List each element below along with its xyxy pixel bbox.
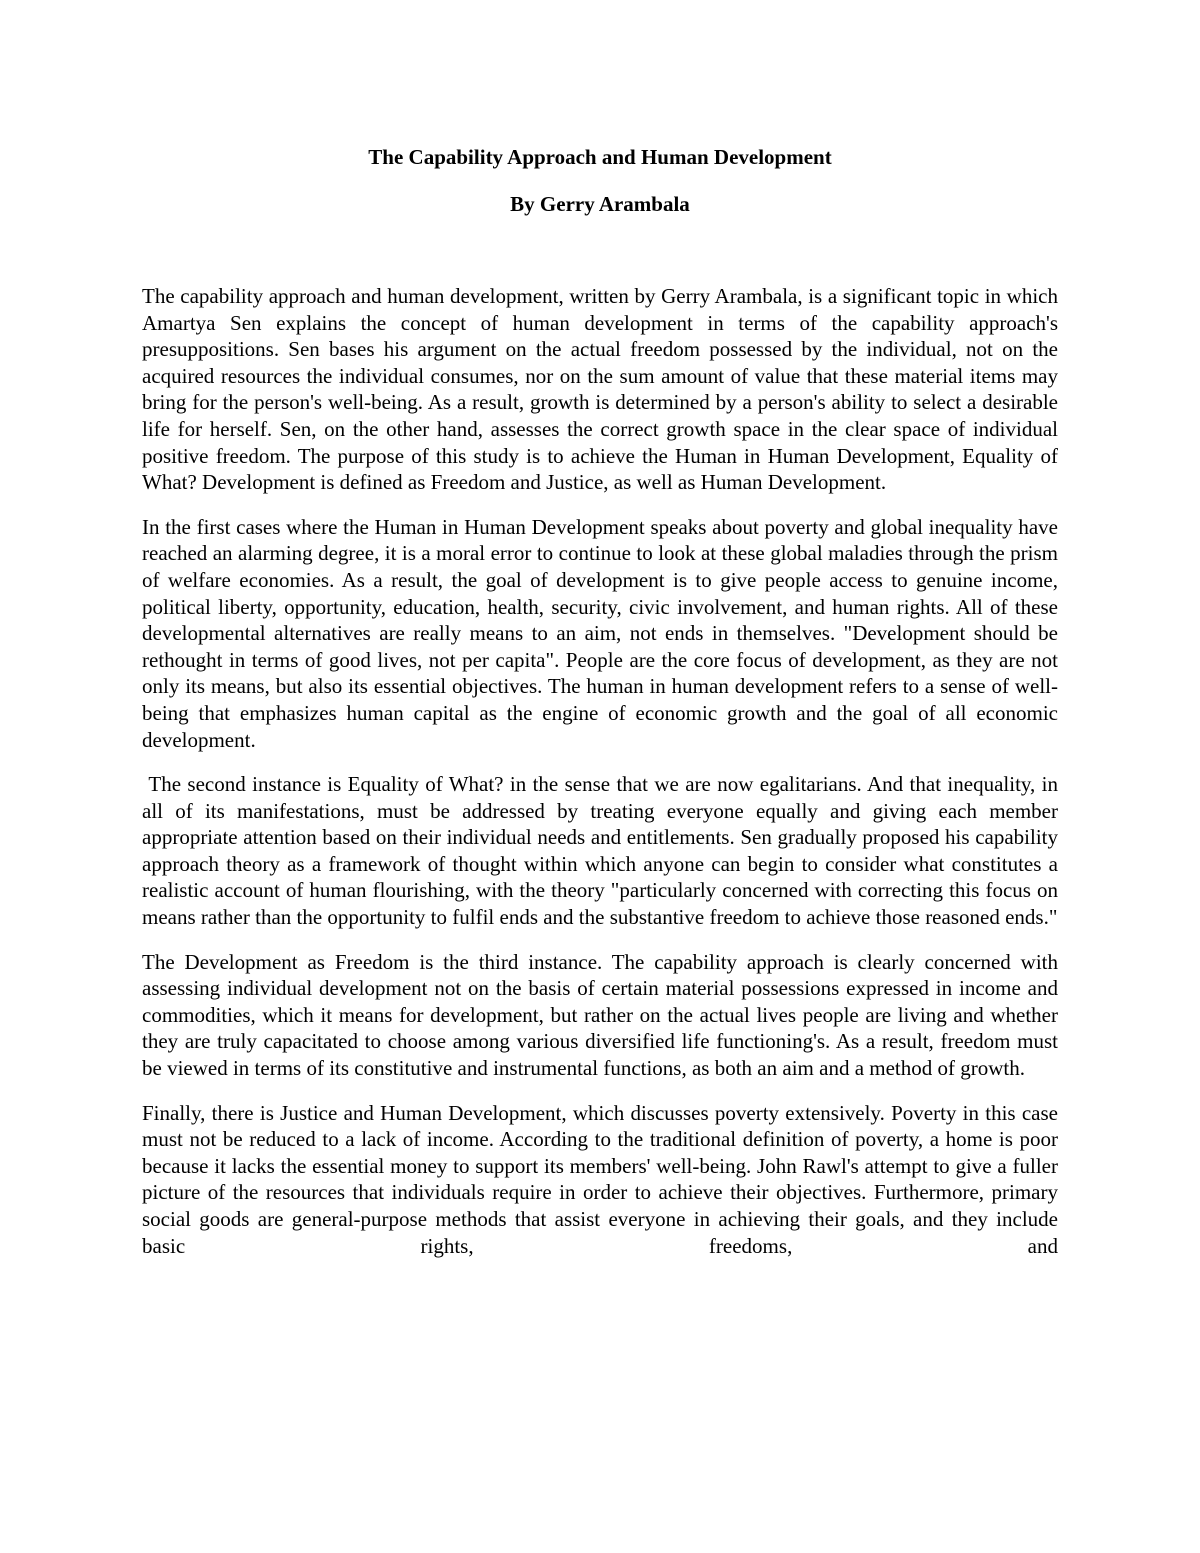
document-body <box>142 283 1064 1277</box>
author-line: By Gerry Arambala <box>510 192 690 216</box>
paragraph-development-as-freedom: The Development as Freedom is the third instance. The capability approach is clearly concerned with assessing individual development not on the basis of certain material possessions expressed in income and commodities, which it means for development, but rather on the actual lives people are living and whether they are truly capacitated to choose among various diversified life functioning's. As a result, freedom must be viewed in terms of its constitutive and instrumental functions, as both an aim and a method of growth. <box>142 949 1058 1081</box>
document-title: The Capability Approach and Human Development <box>368 145 832 169</box>
paragraph-equality-of-what: The second instance is Equality of What? in the sense that we are now egalitarians. And that inequality, in all of its manifestations, must be addressed by treating everyone equally and giving each member appropriate attention based on their individual needs and entitlements. Sen gradually proposed his capability approach theory as a framework of thought within which anyone can begin to consider what constitutes a realistic account of human flourishing, with the theory "particularly concerned with correcting this focus on means rather than the opportunity to fulfil ends and the substantive freedom to achieve those reasoned ends." <box>142 772 1064 930</box>
paragraph-justice-and-human-development: Finally, there is Justice and Human Development, which discusses poverty extensively. Poverty in this case must not be reduced to a lack of income. According to the traditional definition of poverty, a home is poor because it lacks the essential money to support its members' well-being. John Rawl's attempt to give a fuller picture of the resources that individuals require in order to achieve their objectives. Furthermore, primary social goods are general-purpose methods that assist everyone in achieving their goals, and they include basic rights, freedoms, and <box>142 1100 1058 1258</box>
paragraph-human-in-human-development: In the first cases where the Human in Human Development speaks about poverty and global inequality have reached an alarming degree, it is a moral error to continue to look at these global maladies through the prism of welfare economies. As a result, the goal of development is to give people access to genuine income, political liberty, opportunity, education, health, security, civic involvement, and human rights. All of these developmental alternatives are really means to an aim, not ends in themselves. "Development should be rethought in terms of good lives, not per capita". People are the core focus of development, as they are not only its means, but also its essential objectives. The human in human development refers to a sense of well-being that emphasizes human capital as the engine of economic growth and the goal of all economic development. <box>142 514 1058 752</box>
paragraph-introduction: The capability approach and human development, written by Gerry Arambala, is a significant topic in which Amartya Sen explains the concept of human development in terms of the capability approach's presuppositions. Sen bases his argument on the actual freedom possessed by the individual, not on the acquired resources the individual consumes, nor on the sum amount of value that these material items may bring for the person's well-being. As a result, growth is determined by a person's ability to select a desirable life for herself. Sen, on the other hand, assesses the correct growth space in the clear space of individual positive freedom. The purpose of this study is to achieve the Human in Human Development, Equality of What? Development is defined as Freedom and Justice, as well as Human Development. <box>142 284 1058 495</box>
